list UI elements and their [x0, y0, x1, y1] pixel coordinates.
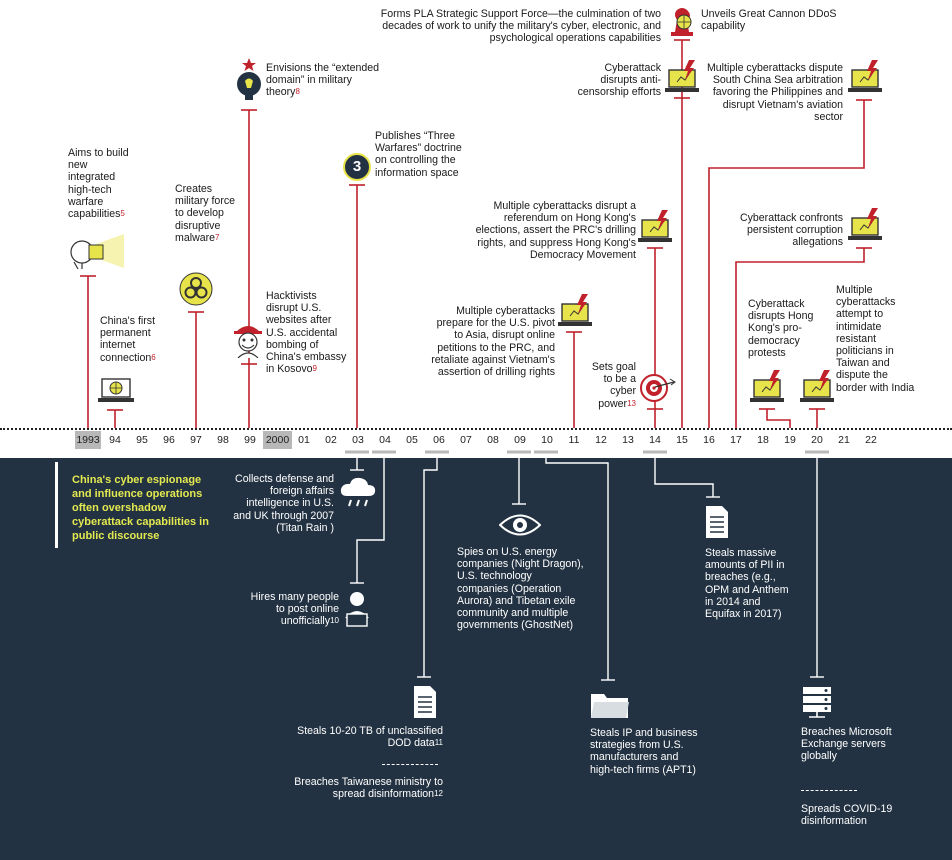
callout-bar: [55, 462, 58, 548]
event-2019: [748, 298, 832, 359]
footnote-marker: 8: [295, 87, 300, 97]
event-text: Cyberattack disrupts anti-censorship efforts: [577, 62, 661, 99]
year-label: 22: [865, 434, 877, 446]
year-label: 96: [163, 434, 175, 446]
event-text: Aims to build new integrated high-tech warfare capabilities: [68, 147, 129, 221]
document-icon: [412, 685, 438, 724]
year-label: 18: [757, 434, 769, 446]
event-1994: [100, 315, 172, 364]
event-2015-anti-censorship: [576, 62, 661, 99]
footnote-marker: 6: [151, 352, 156, 362]
event-2015-great-cannon: [701, 8, 841, 32]
eye-icon: [499, 512, 541, 543]
laptop-attack-icon: [638, 210, 672, 251]
event-1997: [175, 183, 237, 244]
year-label: 99: [244, 434, 256, 446]
event-text: Hacktivists disrupt U.S. websites after U.S. accidental bombing of China's embassy in Kosovo: [266, 290, 347, 376]
year-label: 12: [595, 434, 607, 446]
footnote-marker: 9: [312, 364, 317, 374]
footnote-marker: 7: [215, 232, 220, 242]
event-text: Envisions the “extended domain” in military theory: [266, 62, 380, 99]
year-label: 13: [622, 434, 634, 446]
year-label: 17: [730, 434, 742, 446]
document-icon: [704, 505, 730, 544]
footnote-marker: 13: [627, 398, 636, 408]
footnote-marker: 10: [330, 616, 339, 626]
footnote-marker: 11: [434, 738, 443, 748]
year-label: 10: [541, 434, 553, 446]
year-label: 94: [109, 434, 121, 446]
divider: [801, 790, 857, 791]
year-label: 02: [325, 434, 337, 446]
event-text: Steals massive amounts of PII in breaches (e.g., OPM and Anthem in 2014 and Equifax in 2017): [705, 547, 789, 621]
event-1993: [68, 147, 130, 220]
year-label: 09: [514, 434, 526, 446]
event-text: Steals IP and business strategies from U.S. manufacturers and high-tech firms (APT1): [590, 727, 698, 776]
laptop-attack-icon: [848, 60, 882, 101]
event-2010: [590, 727, 700, 776]
event-2015-ssf: [370, 8, 661, 45]
footnote-marker: 12: [434, 789, 443, 799]
laptop-globe-icon: [97, 378, 135, 409]
biohazard-icon: [179, 272, 213, 311]
event-text: Cyberattack disrupts Hong Kong's pro-democracy protests: [748, 298, 814, 359]
badge-number: 3: [352, 158, 362, 175]
event-1999-extended-domain: [266, 62, 381, 99]
server-icon: [801, 686, 833, 725]
lightbulb-icon: [234, 58, 264, 109]
event-text: Unveils Great Cannon DDoS capability: [701, 8, 837, 33]
event-2016: [700, 62, 843, 123]
laptop-attack-icon: [750, 370, 784, 411]
hightech-warfare-icon: [68, 232, 126, 275]
callout-text: China's cyber espionage and influence operations often overshadow cyberattack capabilities in public discourse: [72, 474, 209, 542]
event-2017: [722, 212, 843, 249]
year-label: 01: [298, 434, 310, 446]
laptop-attack-icon: [665, 60, 699, 101]
year-label: 08: [487, 434, 499, 446]
year-label: 07: [460, 434, 472, 446]
event-text: Cyberattack confronts persistent corruption allegations: [739, 212, 843, 249]
year-label: 04: [379, 434, 391, 446]
footnote-marker: 5: [120, 209, 125, 219]
event-2020: [836, 284, 916, 394]
event-text: Collects defense and foreign affairs intelligence in U.S. and UK through 2007 (Titan Rain ): [233, 473, 334, 534]
year-label: 11: [568, 434, 580, 446]
event-2006-taiwan: [280, 776, 443, 800]
event-text: Multiple cyberattacks prepare for the U.S. pivot to Asia, disrupt online petitions to the PRC, and retaliate against Vietnam's assertion of drilling rights: [431, 305, 555, 379]
event-text: Breaches Taiwanese ministry to spread disinformation: [294, 776, 443, 801]
year-label: 14: [649, 434, 661, 446]
year-label: 1993: [75, 431, 101, 449]
event-text: Breaches Microsoft Exchange servers globally: [801, 726, 892, 763]
cloud-rain-icon: [339, 474, 377, 515]
event-2006-dod: [280, 725, 443, 749]
event-text: Multiple cyberattacks disrupt a referendum on Hong Kong's elections, assert the PRC's drilling rights, and suppress Hong Kong's Democracy Movement: [475, 200, 636, 261]
person-computer-icon: [342, 590, 372, 635]
event-text: Publishes “Three Warfares” doctrine on controlling the information space: [375, 130, 462, 179]
event-2020-exchange: [801, 726, 911, 763]
year-label: 05: [406, 434, 418, 446]
event-2009: [457, 546, 585, 631]
event-text: Multiple cyberattacks attempt to intimidate resistant politicians in Taiwan and dispute the border with India: [836, 284, 915, 394]
year-label: 97: [190, 434, 202, 446]
chess-globe-icon: [667, 6, 697, 43]
event-text: Forms PLA Strategic Support Force—the culmination of two decades of work to unify the military's cyber, electronic, and psychological operations capabilities: [380, 8, 661, 45]
hacktivist-icon: [230, 320, 266, 363]
year-label: 19: [784, 434, 796, 446]
event-text: Sets goal to be a cyber power: [591, 361, 636, 410]
year-label: 95: [136, 434, 148, 446]
event-1999-hacktivists: [266, 290, 348, 375]
event-2020-covid: [801, 803, 911, 827]
year-label: 2000: [263, 431, 292, 449]
event-text: Spies on U.S. energy companies (Night Dragon), U.S. technology companies (Operation Aurora) and Tibetan exile community and multiple governments (GhostNet): [457, 546, 584, 632]
three-warfares-badge: [343, 153, 371, 186]
event-text: Steals 10-20 TB of unclassified DOD data: [297, 725, 443, 750]
event-text: Multiple cyberattacks dispute South China Sea arbitration favoring the Philippines and disrupt Vietnam's aviation sector: [706, 62, 843, 123]
event-2004: [244, 591, 339, 628]
event-text: Creates military force to develop disruptive malware: [175, 183, 236, 244]
event-2003: [375, 130, 475, 179]
year-label: 21: [838, 434, 850, 446]
event-2011: [428, 305, 555, 378]
event-2014-cyber-power: [584, 361, 636, 410]
event-text: Hires many people to post online unofficially: [250, 591, 339, 628]
laptop-attack-icon: [800, 370, 834, 411]
year-label: 16: [703, 434, 715, 446]
year-label: 20: [811, 434, 823, 446]
event-text: China's first permanent internet connection: [100, 315, 156, 364]
year-label: 03: [352, 434, 364, 446]
event-2014-pii: [705, 547, 797, 620]
divider: [382, 764, 438, 765]
event-2014-multiple: [466, 200, 636, 261]
folder-icon: [590, 690, 630, 725]
target-icon: [640, 373, 676, 408]
event-text: Spreads COVID-19 disinformation: [801, 803, 893, 828]
laptop-attack-icon: [848, 208, 882, 249]
year-label: 98: [217, 434, 229, 446]
event-2003-titan-rain: [228, 473, 334, 534]
year-label: 06: [433, 434, 445, 446]
laptop-attack-icon: [558, 294, 592, 335]
year-label: 15: [676, 434, 688, 446]
